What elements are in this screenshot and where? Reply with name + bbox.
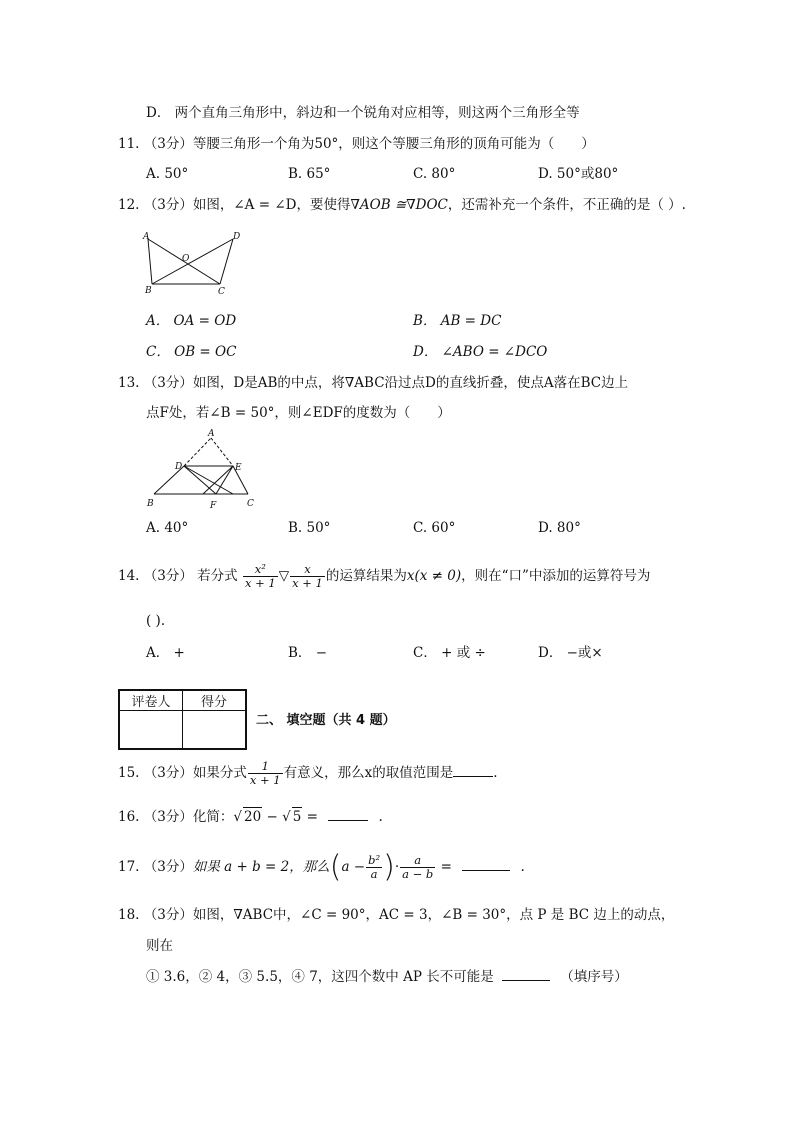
q12-text-a: 如图，∠A = ∠D，要使得 bbox=[192, 197, 351, 213]
q13-figure bbox=[140, 426, 265, 512]
q12-option-c: C． OB = OC bbox=[146, 344, 237, 360]
q12-label-o: O bbox=[182, 254, 190, 264]
question-11 bbox=[118, 135, 595, 153]
q18-line3: ① 3.6，② 4，③ 5.5，④ 7，这四个数中 AP 长不可能是 bbox=[146, 969, 494, 985]
question-13 bbox=[118, 374, 628, 392]
q14-line2: ( ). bbox=[146, 613, 166, 629]
q13-line1: 如图，D是AB的中点，将∇ABC沿过点D的直线折叠，使点A落在BC边上 bbox=[192, 375, 629, 391]
q11-number: 11. bbox=[118, 136, 140, 152]
q15-end: . bbox=[493, 765, 498, 781]
q12-number: 12. bbox=[118, 197, 140, 213]
q12-option-a: A． OA = OD bbox=[146, 313, 237, 329]
q13-label-b: B bbox=[147, 499, 154, 509]
q12-label-a: A bbox=[143, 232, 150, 242]
q18-answer-blank[interactable] bbox=[502, 968, 550, 981]
q12-figure bbox=[140, 228, 250, 296]
q17-answer-blank[interactable] bbox=[462, 858, 510, 871]
q13-option-c: C. 60° bbox=[413, 520, 456, 536]
q14-fraction-2: $\frac{x}{x + 1}$ bbox=[292, 562, 323, 590]
q16-minus: − bbox=[262, 809, 283, 825]
q14-number: 14. bbox=[118, 568, 140, 584]
question-15 bbox=[118, 760, 498, 787]
q15-post: 有意义，那么x的取值范围是 bbox=[283, 765, 454, 781]
q14-option-c: C． + 或 ÷ bbox=[413, 645, 486, 661]
question-14 bbox=[118, 563, 650, 590]
q11-option-a: A. 50° bbox=[146, 166, 189, 182]
q18-number: 18. bbox=[118, 907, 140, 923]
question-16: 16. （3分）化简：√ 20 − √ 5 = . bbox=[118, 809, 383, 825]
q12-text-c: ，还需补充一个条件，不正确的是（ ）. bbox=[447, 197, 686, 213]
section-title: 二、 填空题（共 4 题） bbox=[256, 713, 396, 728]
score-cell[interactable] bbox=[183, 711, 247, 750]
q18-line3-wrap bbox=[146, 968, 628, 986]
q13-label-e: E bbox=[235, 463, 242, 473]
q15-answer-blank[interactable] bbox=[453, 764, 493, 777]
q10-option-d: D． 两个直角三角形中，斜边和一个锐角对应相等，则这两个三角形全等 bbox=[146, 105, 580, 121]
grader-header: 评卷人 bbox=[119, 690, 183, 711]
q14-option-d: D． −或× bbox=[538, 645, 603, 661]
question-17: 17. （3分）如果 a + b = 2，那么(a − $\frac{\text{b²}}{a}$ )· $\frac{a}{a - b}$ = . bbox=[118, 849, 525, 885]
q13-option-b: B. 50° bbox=[288, 520, 331, 536]
q12-score: （3分） bbox=[143, 197, 193, 213]
grader-cell[interactable] bbox=[119, 711, 183, 750]
q12-label-c: C bbox=[218, 287, 225, 296]
q16-radical-2: 5 bbox=[292, 809, 302, 825]
q17-score: （3分） bbox=[143, 859, 193, 875]
q15-score: （3分） bbox=[143, 765, 193, 781]
q11-option-c: C. 80° bbox=[413, 166, 456, 182]
q16-score: （3分） bbox=[143, 809, 193, 825]
q12-label-d: D bbox=[233, 232, 241, 242]
q12-option-b: B． AB = DC bbox=[413, 313, 502, 329]
q16-pre: 化简： bbox=[192, 809, 234, 825]
q12-option-d: D． ∠ABO = ∠DCO bbox=[413, 344, 548, 360]
q13-label-a: A bbox=[208, 429, 215, 439]
q13-line2: 点F处，若∠B = 50°，则∠EDF的度数为（ ） bbox=[146, 405, 451, 421]
q14-option-b: B． − bbox=[288, 645, 328, 661]
q17-a: a − bbox=[341, 859, 366, 875]
q18-line1: 如图，∇ABC中，∠C = 90°，AC = 3，∠B = 30°，点 P 是 BC 边上的动点， bbox=[192, 907, 675, 923]
question-12 bbox=[118, 196, 686, 214]
q17-eq: = bbox=[436, 859, 457, 875]
q14-post: ，则在“口”中添加的运算符号为 bbox=[461, 568, 651, 584]
q17-end: . bbox=[520, 859, 525, 875]
q18-line2: 则在 bbox=[146, 938, 173, 954]
q13-number: 13. bbox=[118, 375, 140, 391]
q15-pre: 如果分式 bbox=[192, 765, 247, 781]
q16-radical-1: 20 bbox=[243, 809, 262, 825]
grader-table bbox=[118, 689, 247, 750]
q17-pre: 如果 a + b = 2，那么 bbox=[192, 859, 330, 875]
q11-text: 等腰三角形一个角为50°，则这个等腰三角形的顶角可能为（ ） bbox=[192, 136, 595, 152]
q13-option-d: D. 80° bbox=[538, 520, 581, 536]
score-header: 得分 bbox=[183, 690, 247, 711]
q16-eq: = bbox=[302, 809, 323, 825]
q15-number: 15. bbox=[118, 765, 140, 781]
q13-option-a: A. 40° bbox=[146, 520, 189, 536]
q11-score: （3分） bbox=[143, 136, 193, 152]
q15-fraction: $\frac{1}{x + 1}$ bbox=[249, 759, 281, 787]
q17-number: 17. bbox=[118, 859, 140, 875]
q16-number: 16. bbox=[118, 809, 140, 825]
q13-score: （3分） bbox=[143, 375, 193, 391]
q18-hint: （填序号） bbox=[560, 969, 628, 985]
q17-dot: · bbox=[394, 859, 400, 875]
q11-option-d: D. 50°或80° bbox=[538, 166, 619, 182]
q14-mid: 的运算结果为 bbox=[325, 568, 407, 584]
q14-box: ▽ bbox=[278, 568, 290, 584]
q13-label-c: C bbox=[247, 499, 254, 509]
q14-pre: 若分式 bbox=[197, 568, 238, 584]
q16-answer-blank[interactable] bbox=[328, 808, 368, 821]
q13-label-f: F bbox=[210, 501, 217, 511]
q13-label-d: D bbox=[175, 462, 183, 472]
question-18 bbox=[118, 906, 674, 924]
q16-end: . bbox=[378, 809, 383, 825]
q18-score: （3分） bbox=[143, 907, 193, 923]
q14-score: （3分） bbox=[143, 568, 193, 584]
q14-cond: x(x ≠ 0) bbox=[406, 568, 462, 584]
q14-option-a: A． + bbox=[146, 645, 185, 661]
q12-text-b: ∇AOB ≅∇DOC bbox=[350, 197, 448, 213]
q12-label-b: B bbox=[145, 286, 152, 296]
q14-fraction-1: $\frac{\text{x²}}{x + 1}$ bbox=[244, 562, 276, 590]
q11-option-b: B. 65° bbox=[288, 166, 331, 182]
q17-fraction-1: $\frac{\text{b²}}{a}$ bbox=[368, 853, 381, 881]
q17-fraction-2: $\frac{a}{a - b}$ bbox=[402, 853, 434, 881]
